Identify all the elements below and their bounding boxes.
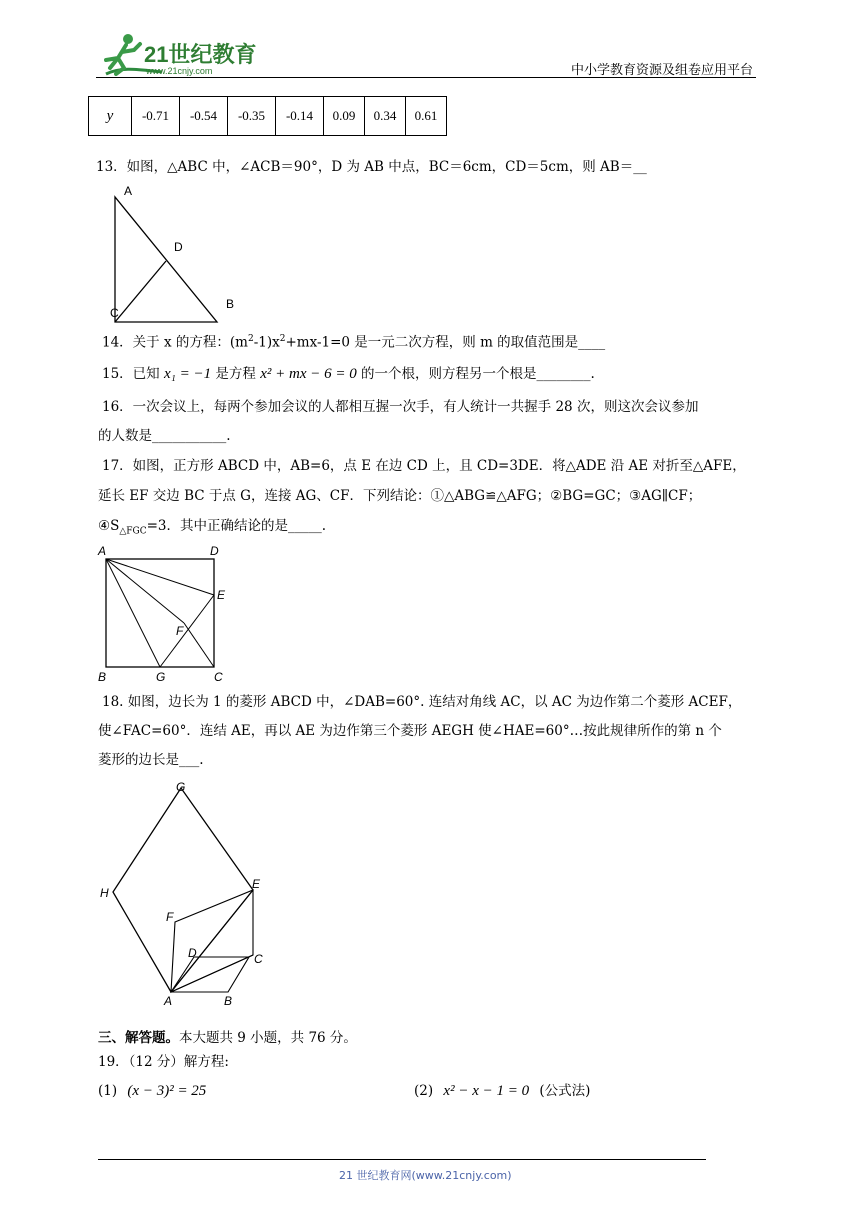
label-e: E <box>252 877 261 891</box>
table-cell: -0.14 <box>276 97 324 136</box>
runner-logo-icon <box>92 30 262 80</box>
question-17-line3 <box>98 520 326 537</box>
segment-fc <box>184 623 214 667</box>
label-f: F <box>176 624 184 638</box>
segment-ae <box>106 559 214 595</box>
q17-line3-post: =3．其中正确结论的是_____. <box>146 518 327 534</box>
site-logo <box>92 30 262 80</box>
header-divider <box>96 77 756 78</box>
section-three-heading <box>98 1032 357 1046</box>
q17-square-figure <box>96 541 236 683</box>
question-16-line2: 的人数是___________. <box>98 428 231 444</box>
q19-part2-label: (2) <box>414 1083 434 1099</box>
footer-link[interactable]: 21 世纪教育网(www.21cnjy.com) <box>339 1169 512 1182</box>
segment-af <box>106 559 184 623</box>
rhombus-aegh <box>113 788 253 992</box>
q18-rhombus-figure <box>94 773 274 1013</box>
table-y-label: y <box>89 97 132 136</box>
table-cell: 0.34 <box>365 97 406 136</box>
label-b: B <box>224 994 233 1008</box>
label-a: A <box>98 544 107 558</box>
label-f: F <box>166 910 174 924</box>
q14-sup2: 2 <box>279 334 286 344</box>
logo-url: www.21cnjy.com <box>146 66 213 76</box>
q15-equation-root: x₁ = −1 <box>163 366 212 382</box>
section-three-desc: 本大题共 9 小题，共 76 分。 <box>179 1030 357 1046</box>
label-g: G <box>156 670 166 683</box>
table-cell: 0.61 <box>406 97 447 136</box>
label-d: D <box>210 544 219 558</box>
q19-part1-equation: (x − 3)² = 25 <box>127 1083 207 1099</box>
question-15 <box>102 367 595 382</box>
square-abcd <box>106 559 214 667</box>
question-17-line2: 延长 EF 交边 BC 于点 G，连接 AG、CF．下列结论：①△ABG≌△AFG；②BG=GC；③AG∥CF； <box>98 488 702 504</box>
logo-text: 21世纪教育 <box>144 42 257 67</box>
q19-part1-label: (1) <box>98 1083 118 1099</box>
segment-ag <box>106 559 160 667</box>
q15-equation: x² + mx − 6 = 0 <box>260 366 357 382</box>
segment-cd <box>115 261 166 322</box>
label-a: A <box>164 994 173 1008</box>
q14-mid: -1)x <box>253 334 280 351</box>
question-17-line1: 17．如图，正方形 ABCD 中，AB=6，点 E 在边 CD 上，且 CD=3DE．将△ADE 沿 AE 对折至△AFE， <box>102 458 746 474</box>
q17-line3-pre: ④S <box>98 518 120 534</box>
segment-eg <box>160 595 214 667</box>
q14-sup1: 2 <box>247 334 254 344</box>
y-value-table <box>88 96 447 136</box>
table-cell: -0.71 <box>132 97 180 136</box>
question-18-line1: 18. 如图，边长为 1 的菱形 ABCD 中，∠DAB=60°. 连结对角线 AC，以 AC 为边作第二个菱形 ACEF， <box>102 694 742 710</box>
q14-post: +mx-1=0 是一元二次方程，则 m 的取值范围是____ <box>285 334 606 351</box>
q19-part2-equation: x² − x − 1 = 0 <box>443 1083 530 1099</box>
question-14 <box>102 335 605 350</box>
q13-triangle-figure <box>110 183 240 323</box>
label-b: B <box>98 670 107 683</box>
label-c: C <box>110 306 119 320</box>
table-cell: 0.09 <box>324 97 365 136</box>
label-c: C <box>254 952 263 966</box>
q19-part2-note: (公式法) <box>539 1083 591 1099</box>
label-b: B <box>226 297 235 311</box>
label-e: E <box>217 588 226 602</box>
question-19-part2 <box>414 1084 590 1099</box>
section-three-title: 三、解答题。 <box>98 1030 179 1046</box>
label-d: D <box>188 946 197 960</box>
label-h: H <box>100 886 109 900</box>
question-16-line1: 16．一次会议上，每两个参加会议的人都相互握一次手，有人统计一共握手 28 次，则这次会议参加 <box>102 399 699 415</box>
label-d: D <box>174 240 183 254</box>
diagonal-ae <box>171 890 253 992</box>
question-18-line2: 使∠FAC=60°．连结 AE，再以 AE 为边作第三个菱形 AEGH 使∠HAE=60°…按此规律所作的第 n 个 <box>98 723 722 739</box>
question-13: 13．如图，△ABC 中，∠ACB＝90°，D 为 AB 中点，BC＝6cm，CD＝5cm，则 AB＝__ <box>96 159 647 175</box>
table-cell: -0.54 <box>180 97 228 136</box>
question-19-part1 <box>98 1084 206 1099</box>
header-platform-text: 中小学教育资源及组卷应用平台 <box>571 63 754 78</box>
footer-divider <box>98 1159 706 1160</box>
q15-post: 的一个根，则方程另一个根是________. <box>361 366 595 382</box>
q14-pre: 14．关于 x 的方程：(m <box>102 334 248 351</box>
label-g: G <box>176 780 186 794</box>
table-cell: -0.35 <box>228 97 276 136</box>
label-c: C <box>214 670 223 683</box>
q17-line3-sub: △FGC <box>119 526 147 537</box>
q15-pre: 15．已知 <box>102 366 160 382</box>
table-row <box>89 97 447 136</box>
label-a: A <box>124 184 133 198</box>
question-19-title: 19．（12 分）解方程: <box>98 1054 229 1070</box>
question-18-line3: 菱形的边长是___. <box>98 752 204 768</box>
q15-mid: 是方程 <box>215 366 256 382</box>
